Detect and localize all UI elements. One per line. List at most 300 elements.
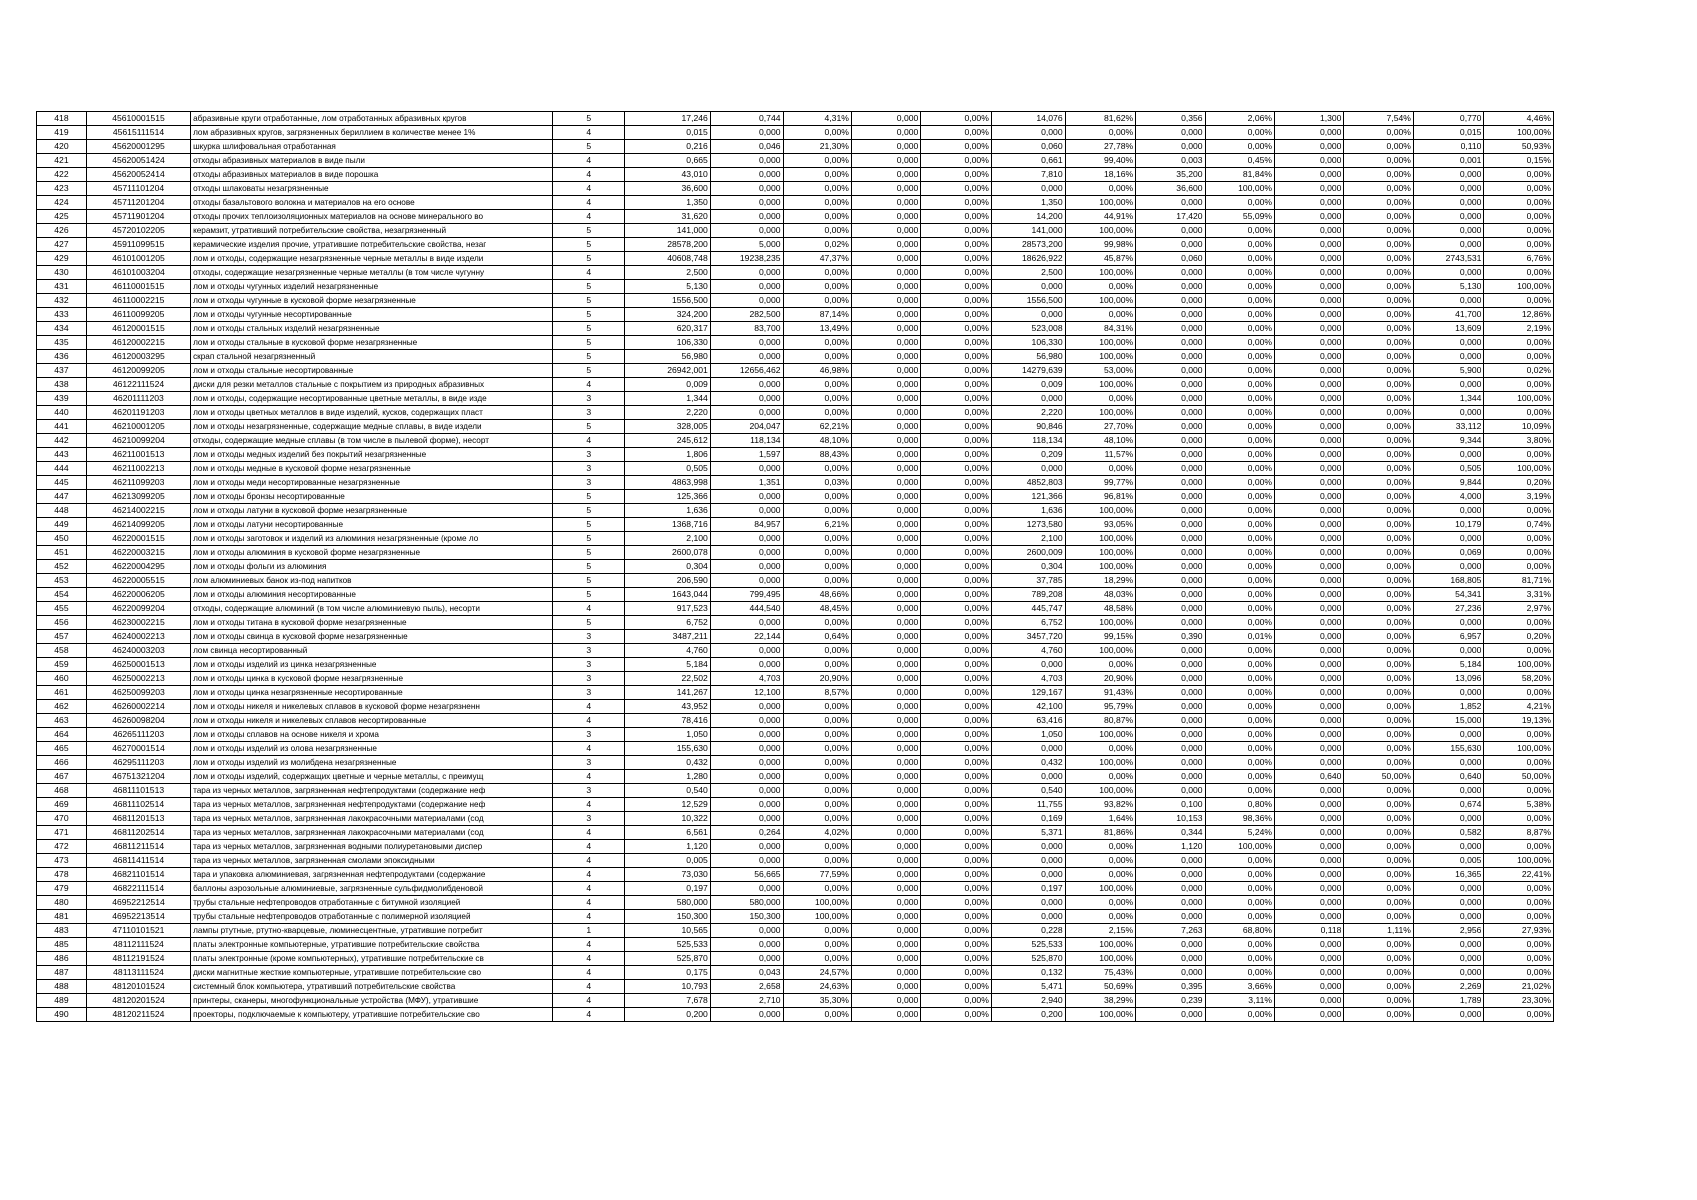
neutralized-share-cell: 0,00% — [1065, 392, 1136, 406]
buried-mass-cell: 0,000 — [1275, 882, 1344, 896]
stored-share-cell: 0,00% — [1205, 546, 1274, 560]
stored-mass-cell: 0,000 — [1136, 756, 1205, 770]
neutralized-mass-cell: 0,000 — [991, 658, 1065, 672]
stored-share-cell: 0,00% — [1205, 672, 1274, 686]
total-mass-cell: 0,175 — [625, 966, 711, 980]
buried-mass-cell: 0,640 — [1275, 770, 1344, 784]
utilized-mass-cell: 0,000 — [851, 686, 920, 700]
neutralized-share-cell: 96,81% — [1065, 490, 1136, 504]
utilized-mass-cell: 0,000 — [851, 784, 920, 798]
table-row — [37, 854, 1554, 868]
neutralized-mass-cell: 0,000 — [991, 868, 1065, 882]
stored-mass-cell: 0,000 — [1136, 406, 1205, 420]
processed-mass-cell: 0,000 — [710, 784, 783, 798]
table-row — [37, 672, 1554, 686]
processed-mass-cell: 0,000 — [710, 644, 783, 658]
waste-code-cell: 45711101204 — [86, 182, 190, 196]
buried-share-cell: 0,00% — [1344, 812, 1413, 826]
neutralized-share-cell: 100,00% — [1065, 224, 1136, 238]
processed-share-cell: 0,00% — [783, 812, 851, 826]
neutralized-mass-cell: 1,050 — [991, 728, 1065, 742]
neutralized-mass-cell: 4852,803 — [991, 476, 1065, 490]
stored-share-cell: 0,00% — [1205, 350, 1274, 364]
processed-mass-cell: 0,000 — [710, 546, 783, 560]
waste-code-cell: 46120002215 — [86, 336, 190, 350]
buried-share-cell: 0,00% — [1344, 784, 1413, 798]
buried-mass-cell: 0,000 — [1275, 336, 1344, 350]
processed-share-cell: 47,37% — [783, 252, 851, 266]
buried-share-cell: 0,00% — [1344, 294, 1413, 308]
total-mass-cell: 245,612 — [625, 434, 711, 448]
waste-name-cell: лом и отходы цветных металлов в виде изделий, кусков, содержащих пласт — [191, 406, 553, 420]
utilized-share-cell: 0,00% — [921, 378, 992, 392]
neutralized-mass-cell: 118,134 — [991, 434, 1065, 448]
waste-name-cell: лом и отходы, содержащие несортированные цветные металлы, в виде изде — [191, 392, 553, 406]
stored-share-cell: 0,01% — [1205, 630, 1274, 644]
total-mass-cell: 1,806 — [625, 448, 711, 462]
processed-mass-cell: 0,000 — [710, 182, 783, 196]
processed-mass-cell: 0,000 — [710, 406, 783, 420]
buried-mass-cell: 0,000 — [1275, 252, 1344, 266]
processed-mass-cell: 1,597 — [710, 448, 783, 462]
processed-share-cell: 4,02% — [783, 826, 851, 840]
neutralized-share-cell: 0,00% — [1065, 308, 1136, 322]
transferred-mass-cell: 0,000 — [1413, 182, 1484, 196]
stored-mass-cell: 0,000 — [1136, 854, 1205, 868]
utilized-share-cell: 0,00% — [921, 448, 992, 462]
hazard-class-cell: 5 — [553, 140, 625, 154]
hazard-class-cell: 4 — [553, 980, 625, 994]
utilized-mass-cell: 0,000 — [851, 826, 920, 840]
table-row — [37, 840, 1554, 854]
transferred-share-cell: 0,00% — [1484, 210, 1554, 224]
buried-share-cell: 0,00% — [1344, 980, 1413, 994]
transferred-mass-cell: 0,000 — [1413, 294, 1484, 308]
utilized-mass-cell: 0,000 — [851, 406, 920, 420]
utilized-mass-cell: 0,000 — [851, 182, 920, 196]
processed-share-cell: 35,30% — [783, 994, 851, 1008]
neutralized-share-cell: 48,58% — [1065, 602, 1136, 616]
buried-mass-cell: 0,118 — [1275, 924, 1344, 938]
stored-mass-cell: 1,120 — [1136, 840, 1205, 854]
waste-name-cell: лом алюминиевых банок из-под напитков — [191, 574, 553, 588]
transferred-mass-cell: 54,341 — [1413, 588, 1484, 602]
processed-share-cell: 0,00% — [783, 784, 851, 798]
processed-mass-cell: 22,144 — [710, 630, 783, 644]
neutralized-mass-cell: 0,000 — [991, 182, 1065, 196]
total-mass-cell: 0,216 — [625, 140, 711, 154]
waste-code-cell: 46811201513 — [86, 812, 190, 826]
total-mass-cell: 580,000 — [625, 896, 711, 910]
table-row — [37, 980, 1554, 994]
processed-mass-cell: 0,000 — [710, 952, 783, 966]
stored-mass-cell: 0,000 — [1136, 364, 1205, 378]
buried-mass-cell: 0,000 — [1275, 140, 1344, 154]
total-mass-cell: 2600,078 — [625, 546, 711, 560]
buried-share-cell: 0,00% — [1344, 126, 1413, 140]
utilized-share-cell: 0,00% — [921, 126, 992, 140]
stored-share-cell: 0,00% — [1205, 476, 1274, 490]
stored-mass-cell: 0,000 — [1136, 378, 1205, 392]
table-row — [37, 574, 1554, 588]
utilized-share-cell: 0,00% — [921, 546, 992, 560]
stored-share-cell: 100,00% — [1205, 840, 1274, 854]
processed-share-cell: 77,59% — [783, 868, 851, 882]
transferred-share-cell: 0,00% — [1484, 532, 1554, 546]
neutralized-mass-cell: 0,132 — [991, 966, 1065, 980]
utilized-mass-cell: 0,000 — [851, 602, 920, 616]
transferred-mass-cell: 0,000 — [1413, 966, 1484, 980]
buried-share-cell: 0,00% — [1344, 364, 1413, 378]
stored-share-cell: 0,00% — [1205, 252, 1274, 266]
table-row — [37, 812, 1554, 826]
buried-mass-cell: 0,000 — [1275, 224, 1344, 238]
utilized-share-cell: 0,00% — [921, 294, 992, 308]
row-number-cell: 458 — [37, 644, 87, 658]
transferred-mass-cell: 0,000 — [1413, 224, 1484, 238]
transferred-mass-cell: 10,179 — [1413, 518, 1484, 532]
transferred-mass-cell: 33,112 — [1413, 420, 1484, 434]
table-row — [37, 112, 1554, 126]
waste-code-cell: 46260002214 — [86, 700, 190, 714]
table-row — [37, 448, 1554, 462]
processed-share-cell: 0,00% — [783, 770, 851, 784]
stored-mass-cell: 0,344 — [1136, 826, 1205, 840]
hazard-class-cell: 5 — [553, 224, 625, 238]
buried-share-cell: 0,00% — [1344, 882, 1413, 896]
transferred-share-cell: 0,00% — [1484, 840, 1554, 854]
utilized-mass-cell: 0,000 — [851, 490, 920, 504]
neutralized-share-cell: 100,00% — [1065, 616, 1136, 630]
stored-mass-cell: 10,153 — [1136, 812, 1205, 826]
row-number-cell: 489 — [37, 994, 87, 1008]
buried-mass-cell: 0,000 — [1275, 672, 1344, 686]
stored-mass-cell: 0,000 — [1136, 1008, 1205, 1022]
waste-name-cell: тара из черных металлов, загрязненная водными полиуретановыми диспер — [191, 840, 553, 854]
transferred-share-cell: 100,00% — [1484, 280, 1554, 294]
waste-name-cell: отходы абразивных материалов в виде порошка — [191, 168, 553, 182]
total-mass-cell: 106,330 — [625, 336, 711, 350]
table-row — [37, 476, 1554, 490]
neutralized-mass-cell: 0,169 — [991, 812, 1065, 826]
row-number-cell: 422 — [37, 168, 87, 182]
stored-mass-cell: 0,000 — [1136, 420, 1205, 434]
stored-share-cell: 0,45% — [1205, 154, 1274, 168]
transferred-mass-cell: 0,000 — [1413, 938, 1484, 952]
processed-share-cell: 0,00% — [783, 126, 851, 140]
total-mass-cell: 2,500 — [625, 266, 711, 280]
transferred-mass-cell: 0,505 — [1413, 462, 1484, 476]
buried-mass-cell: 0,000 — [1275, 294, 1344, 308]
table-row — [37, 966, 1554, 980]
utilized-share-cell: 0,00% — [921, 112, 992, 126]
buried-share-cell: 0,00% — [1344, 574, 1413, 588]
row-number-cell: 483 — [37, 924, 87, 938]
stored-share-cell: 0,00% — [1205, 336, 1274, 350]
transferred-share-cell: 8,87% — [1484, 826, 1554, 840]
stored-share-cell: 0,00% — [1205, 714, 1274, 728]
total-mass-cell: 525,870 — [625, 952, 711, 966]
buried-mass-cell: 0,000 — [1275, 910, 1344, 924]
transferred-mass-cell: 2,956 — [1413, 924, 1484, 938]
waste-name-cell: лом абразивных кругов, загрязненных бериллием в количестве менее 1% — [191, 126, 553, 140]
buried-share-cell: 1,11% — [1344, 924, 1413, 938]
waste-code-cell: 46101001205 — [86, 252, 190, 266]
neutralized-mass-cell: 2600,009 — [991, 546, 1065, 560]
stored-mass-cell: 17,420 — [1136, 210, 1205, 224]
hazard-class-cell: 4 — [553, 882, 625, 896]
row-number-cell: 490 — [37, 1008, 87, 1022]
buried-share-cell: 0,00% — [1344, 602, 1413, 616]
utilized-share-cell: 0,00% — [921, 728, 992, 742]
processed-share-cell: 0,00% — [783, 168, 851, 182]
stored-share-cell: 0,00% — [1205, 1008, 1274, 1022]
buried-mass-cell: 0,000 — [1275, 588, 1344, 602]
total-mass-cell: 26942,001 — [625, 364, 711, 378]
utilized-mass-cell: 0,000 — [851, 616, 920, 630]
transferred-share-cell: 0,00% — [1484, 336, 1554, 350]
transferred-share-cell: 2,19% — [1484, 322, 1554, 336]
utilized-mass-cell: 0,000 — [851, 868, 920, 882]
table-row — [37, 378, 1554, 392]
total-mass-cell: 28578,200 — [625, 238, 711, 252]
neutralized-share-cell: 99,98% — [1065, 238, 1136, 252]
waste-code-cell: 46250099203 — [86, 686, 190, 700]
waste-code-cell: 45620001295 — [86, 140, 190, 154]
table-row — [37, 756, 1554, 770]
hazard-class-cell: 5 — [553, 518, 625, 532]
neutralized-mass-cell: 0,197 — [991, 882, 1065, 896]
transferred-mass-cell: 41,700 — [1413, 308, 1484, 322]
row-number-cell: 418 — [37, 112, 87, 126]
hazard-class-cell: 3 — [553, 658, 625, 672]
buried-mass-cell: 0,000 — [1275, 742, 1344, 756]
table-row — [37, 182, 1554, 196]
transferred-share-cell: 0,20% — [1484, 476, 1554, 490]
hazard-class-cell: 3 — [553, 406, 625, 420]
buried-mass-cell: 0,000 — [1275, 182, 1344, 196]
stored-share-cell: 0,00% — [1205, 588, 1274, 602]
transferred-share-cell: 0,00% — [1484, 882, 1554, 896]
row-number-cell: 464 — [37, 728, 87, 742]
transferred-share-cell: 100,00% — [1484, 742, 1554, 756]
waste-name-cell: лампы ртутные, ртутно-кварцевые, люминесцентные, утратившие потребит — [191, 924, 553, 938]
stored-mass-cell: 0,000 — [1136, 392, 1205, 406]
waste-code-cell: 46120003295 — [86, 350, 190, 364]
hazard-class-cell: 5 — [553, 574, 625, 588]
stored-share-cell: 0,00% — [1205, 532, 1274, 546]
processed-mass-cell: 0,000 — [710, 770, 783, 784]
hazard-class-cell: 5 — [553, 294, 625, 308]
hazard-class-cell: 5 — [553, 420, 625, 434]
processed-mass-cell: 0,000 — [710, 756, 783, 770]
neutralized-share-cell: 100,00% — [1065, 952, 1136, 966]
buried-mass-cell: 0,000 — [1275, 546, 1344, 560]
utilized-share-cell: 0,00% — [921, 630, 992, 644]
processed-mass-cell: 0,000 — [710, 210, 783, 224]
processed-share-cell: 0,00% — [783, 182, 851, 196]
processed-share-cell: 0,00% — [783, 280, 851, 294]
row-number-cell: 443 — [37, 448, 87, 462]
table-row — [37, 252, 1554, 266]
total-mass-cell: 4,760 — [625, 644, 711, 658]
hazard-class-cell: 1 — [553, 924, 625, 938]
stored-share-cell: 0,00% — [1205, 126, 1274, 140]
stored-mass-cell: 0,000 — [1136, 616, 1205, 630]
waste-code-cell: 45610001515 — [86, 112, 190, 126]
transferred-share-cell: 0,00% — [1484, 910, 1554, 924]
waste-code-cell: 46220003215 — [86, 546, 190, 560]
total-mass-cell: 3487,211 — [625, 630, 711, 644]
processed-share-cell: 0,00% — [783, 840, 851, 854]
stored-share-cell: 0,00% — [1205, 462, 1274, 476]
waste-code-cell: 46821101514 — [86, 868, 190, 882]
processed-mass-cell: 0,000 — [710, 532, 783, 546]
buried-mass-cell: 0,000 — [1275, 126, 1344, 140]
neutralized-mass-cell: 14,200 — [991, 210, 1065, 224]
neutralized-share-cell: 48,10% — [1065, 434, 1136, 448]
stored-mass-cell: 0,000 — [1136, 938, 1205, 952]
transferred-mass-cell: 0,110 — [1413, 140, 1484, 154]
transferred-share-cell: 0,00% — [1484, 756, 1554, 770]
transferred-mass-cell: 0,000 — [1413, 728, 1484, 742]
transferred-mass-cell: 15,000 — [1413, 714, 1484, 728]
stored-mass-cell: 0,000 — [1136, 560, 1205, 574]
total-mass-cell: 4863,998 — [625, 476, 711, 490]
stored-share-cell: 0,00% — [1205, 602, 1274, 616]
transferred-mass-cell: 0,000 — [1413, 532, 1484, 546]
transferred-mass-cell: 0,000 — [1413, 882, 1484, 896]
utilized-share-cell: 0,00% — [921, 140, 992, 154]
table-row — [37, 308, 1554, 322]
neutralized-mass-cell: 0,000 — [991, 392, 1065, 406]
buried-mass-cell: 0,000 — [1275, 868, 1344, 882]
transferred-mass-cell: 1,344 — [1413, 392, 1484, 406]
row-number-cell: 452 — [37, 560, 87, 574]
processed-mass-cell: 204,047 — [710, 420, 783, 434]
utilized-mass-cell: 0,000 — [851, 658, 920, 672]
utilized-share-cell: 0,00% — [921, 238, 992, 252]
transferred-share-cell: 0,02% — [1484, 364, 1554, 378]
waste-data-table — [36, 111, 1554, 1022]
transferred-mass-cell: 0,582 — [1413, 826, 1484, 840]
row-number-cell: 447 — [37, 490, 87, 504]
processed-share-cell: 88,43% — [783, 448, 851, 462]
transferred-mass-cell: 5,130 — [1413, 280, 1484, 294]
waste-name-cell: системный блок компьютера, утративший потребительские свойства — [191, 980, 553, 994]
buried-mass-cell: 0,000 — [1275, 812, 1344, 826]
transferred-share-cell: 0,00% — [1484, 966, 1554, 980]
processed-share-cell: 0,64% — [783, 630, 851, 644]
waste-name-cell: диски для резки металлов стальные с покрытием из природных абразивных — [191, 378, 553, 392]
stored-mass-cell: 0,000 — [1136, 952, 1205, 966]
buried-share-cell: 7,54% — [1344, 112, 1413, 126]
waste-code-cell: 45620051424 — [86, 154, 190, 168]
buried-share-cell: 0,00% — [1344, 448, 1413, 462]
hazard-class-cell: 5 — [553, 560, 625, 574]
utilized-share-cell: 0,00% — [921, 826, 992, 840]
waste-name-cell: лом и отходы изделий из олова незагрязненные — [191, 742, 553, 756]
row-number-cell: 421 — [37, 154, 87, 168]
waste-name-cell: отходы, содержащие алюминий (в том числе алюминиевую пыль), несорти — [191, 602, 553, 616]
hazard-class-cell: 4 — [553, 770, 625, 784]
utilized-mass-cell: 0,000 — [851, 714, 920, 728]
utilized-share-cell: 0,00% — [921, 938, 992, 952]
waste-name-cell: лом и отходы титана в кусковой форме незагрязненные — [191, 616, 553, 630]
row-number-cell: 438 — [37, 378, 87, 392]
table-row — [37, 644, 1554, 658]
buried-share-cell: 50,00% — [1344, 770, 1413, 784]
processed-share-cell: 100,00% — [783, 910, 851, 924]
buried-mass-cell: 1,300 — [1275, 112, 1344, 126]
utilized-share-cell: 0,00% — [921, 182, 992, 196]
row-number-cell: 462 — [37, 700, 87, 714]
processed-mass-cell: 0,000 — [710, 882, 783, 896]
utilized-mass-cell: 0,000 — [851, 294, 920, 308]
table-row — [37, 784, 1554, 798]
table-row — [37, 686, 1554, 700]
neutralized-mass-cell: 0,228 — [991, 924, 1065, 938]
hazard-class-cell: 4 — [553, 840, 625, 854]
total-mass-cell: 0,009 — [625, 378, 711, 392]
processed-mass-cell: 0,000 — [710, 462, 783, 476]
utilized-share-cell: 0,00% — [921, 994, 992, 1008]
processed-share-cell: 48,10% — [783, 434, 851, 448]
total-mass-cell: 1,344 — [625, 392, 711, 406]
buried-share-cell: 0,00% — [1344, 434, 1413, 448]
waste-code-cell: 46811102514 — [86, 798, 190, 812]
buried-share-cell: 0,00% — [1344, 420, 1413, 434]
neutralized-share-cell: 100,00% — [1065, 350, 1136, 364]
stored-mass-cell: 0,000 — [1136, 448, 1205, 462]
stored-share-cell: 0,00% — [1205, 322, 1274, 336]
stored-mass-cell: 0,000 — [1136, 672, 1205, 686]
neutralized-share-cell: 0,00% — [1065, 910, 1136, 924]
waste-name-cell: тара из черных металлов, загрязненная лакокрасочными материалами (сод — [191, 826, 553, 840]
total-mass-cell: 31,620 — [625, 210, 711, 224]
utilized-mass-cell: 0,000 — [851, 196, 920, 210]
neutralized-mass-cell: 0,000 — [991, 308, 1065, 322]
neutralized-mass-cell: 90,846 — [991, 420, 1065, 434]
stored-share-cell: 5,24% — [1205, 826, 1274, 840]
utilized-mass-cell: 0,000 — [851, 700, 920, 714]
neutralized-share-cell: 80,87% — [1065, 714, 1136, 728]
neutralized-mass-cell: 4,760 — [991, 644, 1065, 658]
processed-mass-cell: 799,495 — [710, 588, 783, 602]
row-number-cell: 444 — [37, 462, 87, 476]
stored-mass-cell: 7,263 — [1136, 924, 1205, 938]
hazard-class-cell: 3 — [553, 644, 625, 658]
processed-share-cell: 0,02% — [783, 238, 851, 252]
stored-mass-cell: 0,000 — [1136, 770, 1205, 784]
transferred-mass-cell: 0,000 — [1413, 910, 1484, 924]
total-mass-cell: 525,533 — [625, 938, 711, 952]
utilized-mass-cell: 0,000 — [851, 980, 920, 994]
buried-share-cell: 0,00% — [1344, 644, 1413, 658]
processed-share-cell: 24,57% — [783, 966, 851, 980]
transferred-share-cell: 50,00% — [1484, 770, 1554, 784]
total-mass-cell: 0,015 — [625, 126, 711, 140]
utilized-mass-cell: 0,000 — [851, 476, 920, 490]
row-number-cell: 487 — [37, 966, 87, 980]
utilized-mass-cell: 0,000 — [851, 350, 920, 364]
buried-share-cell: 0,00% — [1344, 350, 1413, 364]
utilized-mass-cell: 0,000 — [851, 672, 920, 686]
processed-mass-cell: 19238,235 — [710, 252, 783, 266]
hazard-class-cell: 4 — [553, 826, 625, 840]
utilized-mass-cell: 0,000 — [851, 910, 920, 924]
transferred-share-cell: 0,00% — [1484, 812, 1554, 826]
